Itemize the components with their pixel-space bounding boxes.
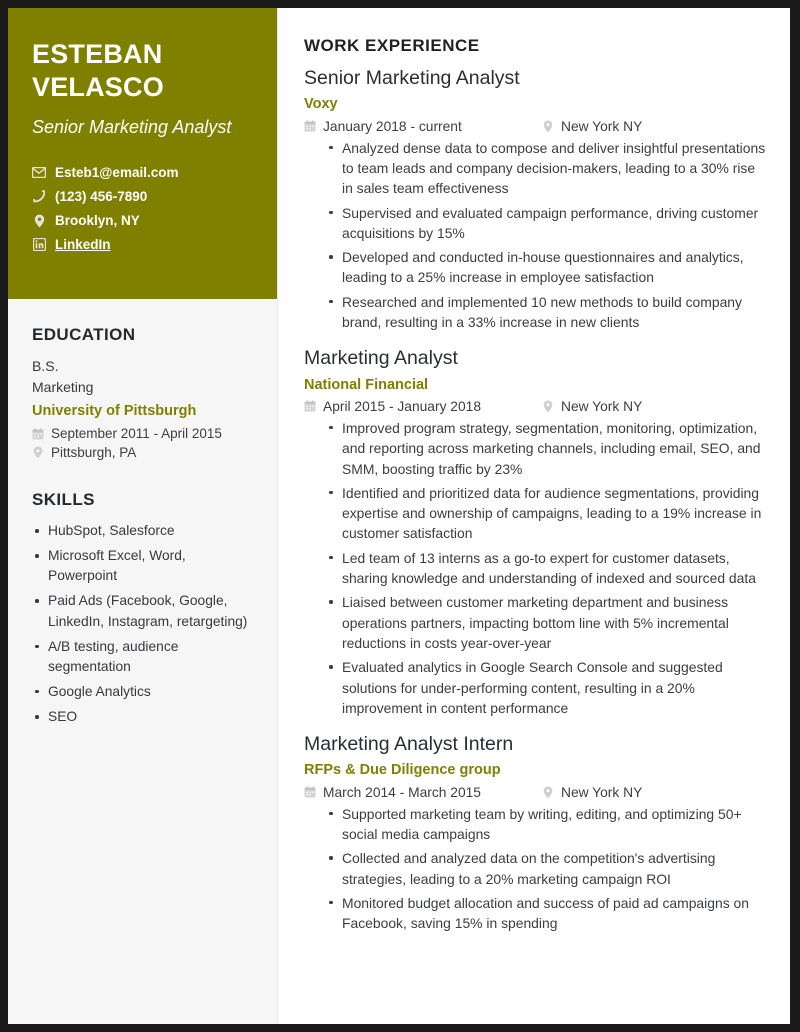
job-dates — [304, 785, 542, 800]
education-degree: B.S. — [32, 358, 59, 374]
job-location — [542, 119, 642, 134]
list-item: Researched and implemented 10 new methods to build company brand, resulting in a 33% increase in new clients — [326, 292, 768, 333]
education-location-text: Pittsburgh, PA — [51, 445, 137, 460]
list-item: A/B testing, audience segmentation — [32, 637, 254, 677]
list-item: Collected and analyzed data on the competition's advertising strategies, leading to a 20% marketing campaign ROI — [326, 848, 768, 889]
contact-location — [32, 213, 254, 228]
resume-page — [8, 8, 790, 1024]
list-item: Liaised between customer marketing department and business operations partners, impacting bottom line with 5% incremental reductions in costs year-over-year — [326, 592, 768, 653]
list-item: Evaluated analytics in Google Search Console and suggested solutions for under-performing content, resulting in a 20% improvement in content performance — [326, 657, 768, 718]
sidebar-header-block — [8, 8, 278, 299]
calendar-icon — [304, 400, 316, 413]
job-location-text: New York NY — [561, 118, 643, 134]
job-company: RFPs & Due Diligence group — [304, 762, 501, 779]
education-school: University of Pittsburgh — [32, 402, 197, 419]
location-pin-icon — [542, 120, 554, 133]
job-meta — [304, 119, 768, 134]
linkedin-icon — [32, 238, 46, 252]
job-bullets — [304, 138, 768, 333]
contact-phone-text: (123) 456-7890 — [55, 189, 148, 205]
job-meta — [304, 785, 768, 800]
job-company: Voxy — [304, 96, 338, 113]
education-heading: EDUCATION — [32, 325, 136, 344]
job-entry — [304, 732, 768, 933]
list-item: SEO — [32, 707, 254, 727]
list-item: Improved program strategy, segmentation, monitoring, optimization, and reporting across marketing channels, including email, SEO, and SMM, boosting traffic by 23% — [326, 418, 768, 479]
education-section — [8, 299, 278, 460]
calendar-icon — [304, 786, 316, 799]
job-role: Marketing Analyst — [304, 347, 458, 370]
candidate-name: ESTEBAN VELASCO — [32, 39, 164, 102]
list-item: Developed and conducted in-house questionnaires and analytics, leading to a 25% increase in employee satisfaction — [326, 247, 768, 288]
job-location-text: New York NY — [561, 784, 643, 800]
phone-icon — [32, 190, 46, 204]
list-item: Monitored budget allocation and success of paid ad campaigns on Facebook, saving 15% in spending — [326, 893, 768, 934]
contact-linkedin[interactable] — [32, 237, 254, 252]
sidebar — [8, 8, 278, 1024]
skills-list — [32, 521, 254, 727]
job-bullets — [304, 804, 768, 934]
list-item: Paid Ads (Facebook, Google, LinkedIn, Instagram, retargeting) — [32, 591, 254, 631]
job-role: Marketing Analyst Intern — [304, 733, 514, 756]
job-dates — [304, 119, 542, 134]
calendar-icon — [304, 120, 316, 133]
contact-phone[interactable] — [32, 189, 254, 204]
calendar-icon — [32, 427, 44, 440]
location-pin-icon — [32, 446, 44, 459]
job-location-text: New York NY — [561, 398, 643, 414]
work-experience-section — [278, 8, 790, 1024]
contact-list — [32, 165, 254, 252]
list-item: Supported marketing team by writing, editing, and optimizing 50+ social media campaigns — [326, 804, 768, 845]
location-pin-icon — [542, 786, 554, 799]
job-location — [542, 785, 642, 800]
education-dates — [32, 426, 254, 441]
location-pin-icon — [542, 400, 554, 413]
job-entry — [304, 346, 768, 718]
list-item: Led team of 13 interns as a go-to expert for customer datasets, sharing knowledge and understanding of indexed and sourced data — [326, 548, 768, 589]
envelope-icon — [32, 166, 46, 180]
contact-email[interactable] — [32, 165, 254, 180]
list-item: Identified and prioritized data for audience segmentations, providing expertise and ownership of campaigns, leading to a 19% increase in customer satisfaction — [326, 483, 768, 544]
skills-heading: SKILLS — [32, 490, 95, 509]
education-dates-text: September 2011 - April 2015 — [51, 426, 222, 441]
job-dates — [304, 399, 542, 414]
job-role: Senior Marketing Analyst — [304, 67, 520, 89]
education-field: Marketing — [32, 379, 94, 396]
contact-linkedin-text[interactable]: LinkedIn — [55, 237, 111, 253]
list-item: Microsoft Excel, Word, Powerpoint — [32, 546, 254, 586]
work-experience-heading: WORK EXPERIENCE — [304, 36, 480, 55]
list-item: Google Analytics — [32, 682, 254, 702]
job-location — [542, 399, 642, 414]
education-location — [32, 445, 254, 460]
job-company: National Financial — [304, 376, 429, 393]
skills-section — [8, 460, 278, 727]
contact-email-text: Esteb1@email.com — [55, 165, 179, 181]
job-bullets — [304, 418, 768, 718]
job-dates-text: April 2015 - January 2018 — [323, 398, 481, 414]
job-entry — [304, 66, 768, 332]
list-item: Supervised and evaluated campaign performance, driving customer acquisitions by 15% — [326, 203, 768, 244]
job-dates-text: January 2018 - current — [323, 118, 462, 134]
sidebar-divider — [277, 8, 278, 1024]
contact-location-text: Brooklyn, NY — [55, 213, 140, 229]
list-item: Analyzed dense data to compose and deliver insightful presentations to team leads and company decision-makers, leading to a 30% rise in sales team effectiveness — [326, 138, 768, 199]
job-dates-text: March 2014 - March 2015 — [323, 784, 481, 800]
location-pin-icon — [32, 214, 46, 228]
list-item: HubSpot, Salesforce — [32, 521, 254, 541]
candidate-job-title: Senior Marketing Analyst — [32, 116, 232, 137]
job-meta — [304, 399, 768, 414]
